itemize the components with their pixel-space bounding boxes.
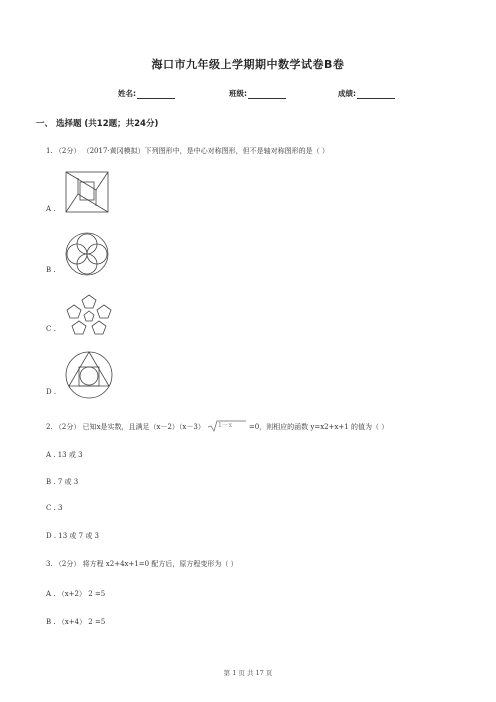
- question-2-text: [46, 420, 388, 432]
- name-blank[interactable]: [137, 90, 175, 99]
- q1-option-c-label[interactable]: C .: [46, 325, 56, 333]
- student-info-row: [0, 88, 496, 102]
- class-field[interactable]: [229, 88, 286, 99]
- q2-option-c[interactable]: C . 3: [46, 504, 63, 512]
- q3-option-b[interactable]: B . （x+4） 2 =5: [46, 618, 106, 626]
- q1-option-b-label[interactable]: B .: [46, 266, 56, 274]
- sqrt-content: 1－x: [217, 421, 233, 429]
- q2-option-d[interactable]: D . 13 或 7 或 3: [46, 532, 100, 540]
- score-blank[interactable]: [357, 90, 395, 99]
- q1-option-d-label[interactable]: D .: [46, 388, 57, 396]
- sqrt-expression: [207, 420, 247, 432]
- class-blank[interactable]: [248, 90, 286, 99]
- square-pinwheel-figure-icon[interactable]: [64, 170, 110, 214]
- score-field[interactable]: [338, 88, 395, 99]
- class-label: 班级:: [229, 89, 247, 98]
- circle-four-petal-figure-icon[interactable]: [64, 231, 110, 277]
- pentagon-ring-figure-icon[interactable]: [64, 293, 114, 335]
- q1-option-a-label[interactable]: A .: [46, 205, 56, 213]
- section-heading: 一、 选择题 (共12题；共24分): [36, 119, 159, 129]
- q2-option-a[interactable]: A . 13 或 3: [46, 451, 83, 459]
- score-label: 成绩:: [338, 89, 356, 98]
- question-3-text: 3. （2分） 将方程 x2+4x+1=0 配方后，原方程变形为（ ）: [46, 560, 238, 568]
- name-field[interactable]: [118, 88, 175, 99]
- page-footer: 第 1 页 共 17 页: [223, 669, 273, 677]
- name-label: 姓名:: [118, 89, 136, 98]
- circle-triangle-square-figure-icon[interactable]: [64, 350, 114, 400]
- page-title: 海口市九年级上学期期中数学试卷B卷: [151, 58, 345, 71]
- question-1-text: 1. （2分） （2017·黄冈模拟）下列图形中，是中心对称图形，但不是轴对称图形的是（ ）: [46, 147, 329, 155]
- q2-option-b[interactable]: B . 7 或 3: [46, 478, 79, 486]
- q2-text-before: 2. （2分） 已知x是实数，且满足（x－2）（x－3）: [46, 423, 205, 431]
- q3-option-a[interactable]: A . （x+2） 2 =5: [46, 590, 106, 598]
- q2-text-after: =0，则相应的函数 y=x2+x+1 的值为（ ）: [248, 423, 389, 431]
